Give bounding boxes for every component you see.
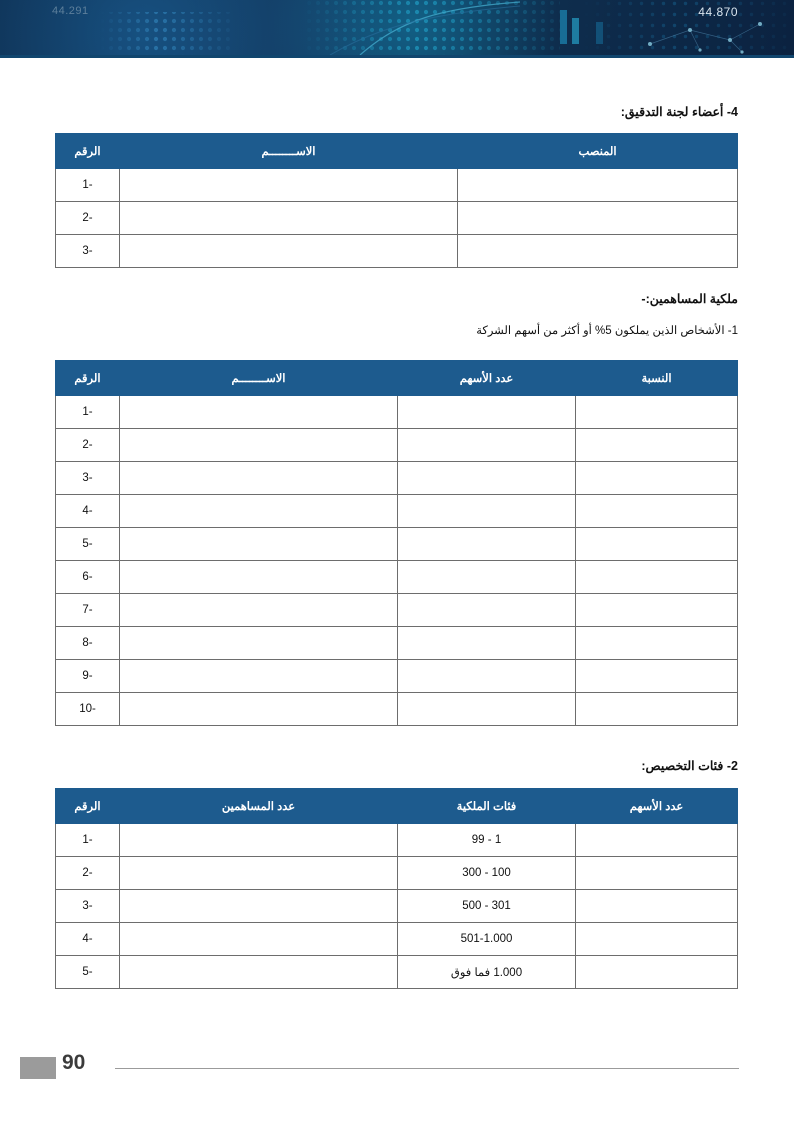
cell-holders[interactable]: [120, 890, 398, 923]
column-header-shares: عدد الأسهم: [398, 361, 576, 396]
cell-shares[interactable]: [398, 594, 576, 627]
allocation-title: 2- فئات التخصيص:: [641, 759, 738, 773]
column-header-name: الاســــــــم: [120, 361, 398, 396]
table-row: [56, 429, 738, 462]
cell-shares[interactable]: [398, 627, 576, 660]
cell-name[interactable]: [120, 495, 398, 528]
cell-name[interactable]: [120, 429, 398, 462]
column-header-name: الاســــــــم: [120, 134, 458, 169]
table-row: [56, 627, 738, 660]
footer-tab-marker: [20, 1057, 56, 1079]
audit-committee-title: 4- أعضاء لجنة التدقيق:: [620, 105, 738, 119]
cell-number: 1-: [56, 396, 120, 429]
cell-holders[interactable]: [120, 824, 398, 857]
cell-ownership-class: 1 - 99: [398, 824, 576, 857]
audit-committee-table-wrap: [56, 133, 738, 268]
column-header-number: الرقم: [56, 134, 120, 169]
column-header-percent: النسبة: [576, 361, 738, 396]
cell-percent[interactable]: [576, 429, 738, 462]
cell-number: 2-: [56, 857, 120, 890]
table-row: [56, 462, 738, 495]
header-decorative-dots: [0, 0, 794, 55]
ownership-title-wrap: [56, 291, 738, 306]
table-row: [56, 202, 738, 235]
cell-number: 1-: [56, 824, 120, 857]
column-header-role: المنصب: [458, 134, 738, 169]
cell-holders[interactable]: [120, 857, 398, 890]
cell-name[interactable]: [120, 561, 398, 594]
audit-committee-table: [55, 133, 738, 268]
page-footer: [0, 1053, 794, 1083]
table-row: [56, 594, 738, 627]
cell-percent[interactable]: [576, 693, 738, 726]
cell-name[interactable]: [120, 627, 398, 660]
page-number: 90: [62, 1051, 86, 1074]
cell-number: 4-: [56, 495, 120, 528]
cell-ownership-class: 301 - 500: [398, 890, 576, 923]
column-header-number: الرقم: [56, 361, 120, 396]
page-body: [0, 58, 794, 1123]
table-row: [56, 495, 738, 528]
cell-percent[interactable]: [576, 660, 738, 693]
cell-shares[interactable]: [398, 660, 576, 693]
cell-shares[interactable]: [576, 857, 738, 890]
cell-shares[interactable]: [398, 396, 576, 429]
cell-name[interactable]: [120, 594, 398, 627]
ownership-title: ملكية المساهمين:-: [641, 292, 738, 306]
cell-number: 2-: [56, 429, 120, 462]
table-row: [56, 693, 738, 726]
cell-number: 4-: [56, 923, 120, 956]
cell-shares[interactable]: [576, 956, 738, 989]
table-header-row: [56, 789, 738, 824]
cell-shares[interactable]: [576, 923, 738, 956]
cell-role[interactable]: [458, 235, 738, 268]
cell-role[interactable]: [458, 202, 738, 235]
table-row: [56, 890, 738, 923]
audit-committee-section: [56, 104, 738, 119]
table-row: [56, 561, 738, 594]
ownership-table: [55, 360, 738, 726]
cell-shares[interactable]: [576, 824, 738, 857]
cell-shares[interactable]: [398, 693, 576, 726]
cell-shares[interactable]: [398, 495, 576, 528]
table-row: [56, 528, 738, 561]
cell-number: 5-: [56, 956, 120, 989]
allocation-table-wrap: [56, 788, 738, 989]
cell-name[interactable]: [120, 528, 398, 561]
cell-percent[interactable]: [576, 561, 738, 594]
table-header-row: [56, 134, 738, 169]
column-header-holders: عدد المساهمين: [120, 789, 398, 824]
cell-number: 10-: [56, 693, 120, 726]
cell-percent[interactable]: [576, 396, 738, 429]
cell-role[interactable]: [458, 169, 738, 202]
cell-name[interactable]: [120, 235, 458, 268]
cell-percent[interactable]: [576, 594, 738, 627]
table-row: [56, 857, 738, 890]
table-row: [56, 660, 738, 693]
cell-shares[interactable]: [398, 429, 576, 462]
cell-name[interactable]: [120, 462, 398, 495]
cell-name[interactable]: [120, 169, 458, 202]
table-row: [56, 235, 738, 268]
cell-percent[interactable]: [576, 627, 738, 660]
cell-name[interactable]: [120, 396, 398, 429]
cell-number: 2-: [56, 202, 120, 235]
cell-name[interactable]: [120, 202, 458, 235]
header-right-number: 44.870: [698, 5, 738, 19]
ownership-subtitle-wrap: [56, 323, 738, 337]
allocation-title-wrap: [56, 758, 738, 773]
cell-name[interactable]: [120, 693, 398, 726]
page-header-banner: [0, 0, 794, 55]
cell-ownership-class: 501-1.000: [398, 923, 576, 956]
cell-percent[interactable]: [576, 495, 738, 528]
table-header-row: [56, 361, 738, 396]
cell-number: 8-: [56, 627, 120, 660]
cell-number: 3-: [56, 235, 120, 268]
table-row: [56, 956, 738, 989]
cell-shares[interactable]: [398, 528, 576, 561]
cell-ownership-class: 100 - 300: [398, 857, 576, 890]
ownership-subtitle: 1- الأشخاص الذين يملكون 5% أو أكثر من أسهم الشركة: [476, 325, 738, 337]
cell-shares[interactable]: [576, 890, 738, 923]
table-row: [56, 169, 738, 202]
cell-holders[interactable]: [120, 923, 398, 956]
cell-name[interactable]: [120, 660, 398, 693]
footer-rule: [115, 1068, 739, 1069]
table-row: [56, 396, 738, 429]
header-left-number: 44.291: [52, 5, 89, 17]
cell-number: 3-: [56, 462, 120, 495]
column-header-ownership-class: فئات الملكية: [398, 789, 576, 824]
allocation-table: [55, 788, 738, 989]
table-row: [56, 824, 738, 857]
cell-percent[interactable]: [576, 462, 738, 495]
cell-number: 9-: [56, 660, 120, 693]
cell-ownership-class: 1.000 فما فوق: [398, 956, 576, 989]
cell-number: 3-: [56, 890, 120, 923]
cell-holders[interactable]: [120, 956, 398, 989]
cell-percent[interactable]: [576, 528, 738, 561]
cell-number: 6-: [56, 561, 120, 594]
cell-number: 1-: [56, 169, 120, 202]
cell-number: 5-: [56, 528, 120, 561]
cell-number: 7-: [56, 594, 120, 627]
column-header-number: الرقم: [56, 789, 120, 824]
table-row: [56, 923, 738, 956]
cell-shares[interactable]: [398, 462, 576, 495]
cell-shares[interactable]: [398, 561, 576, 594]
ownership-table-wrap: [56, 360, 738, 726]
column-header-shares: عدد الأسهم: [576, 789, 738, 824]
